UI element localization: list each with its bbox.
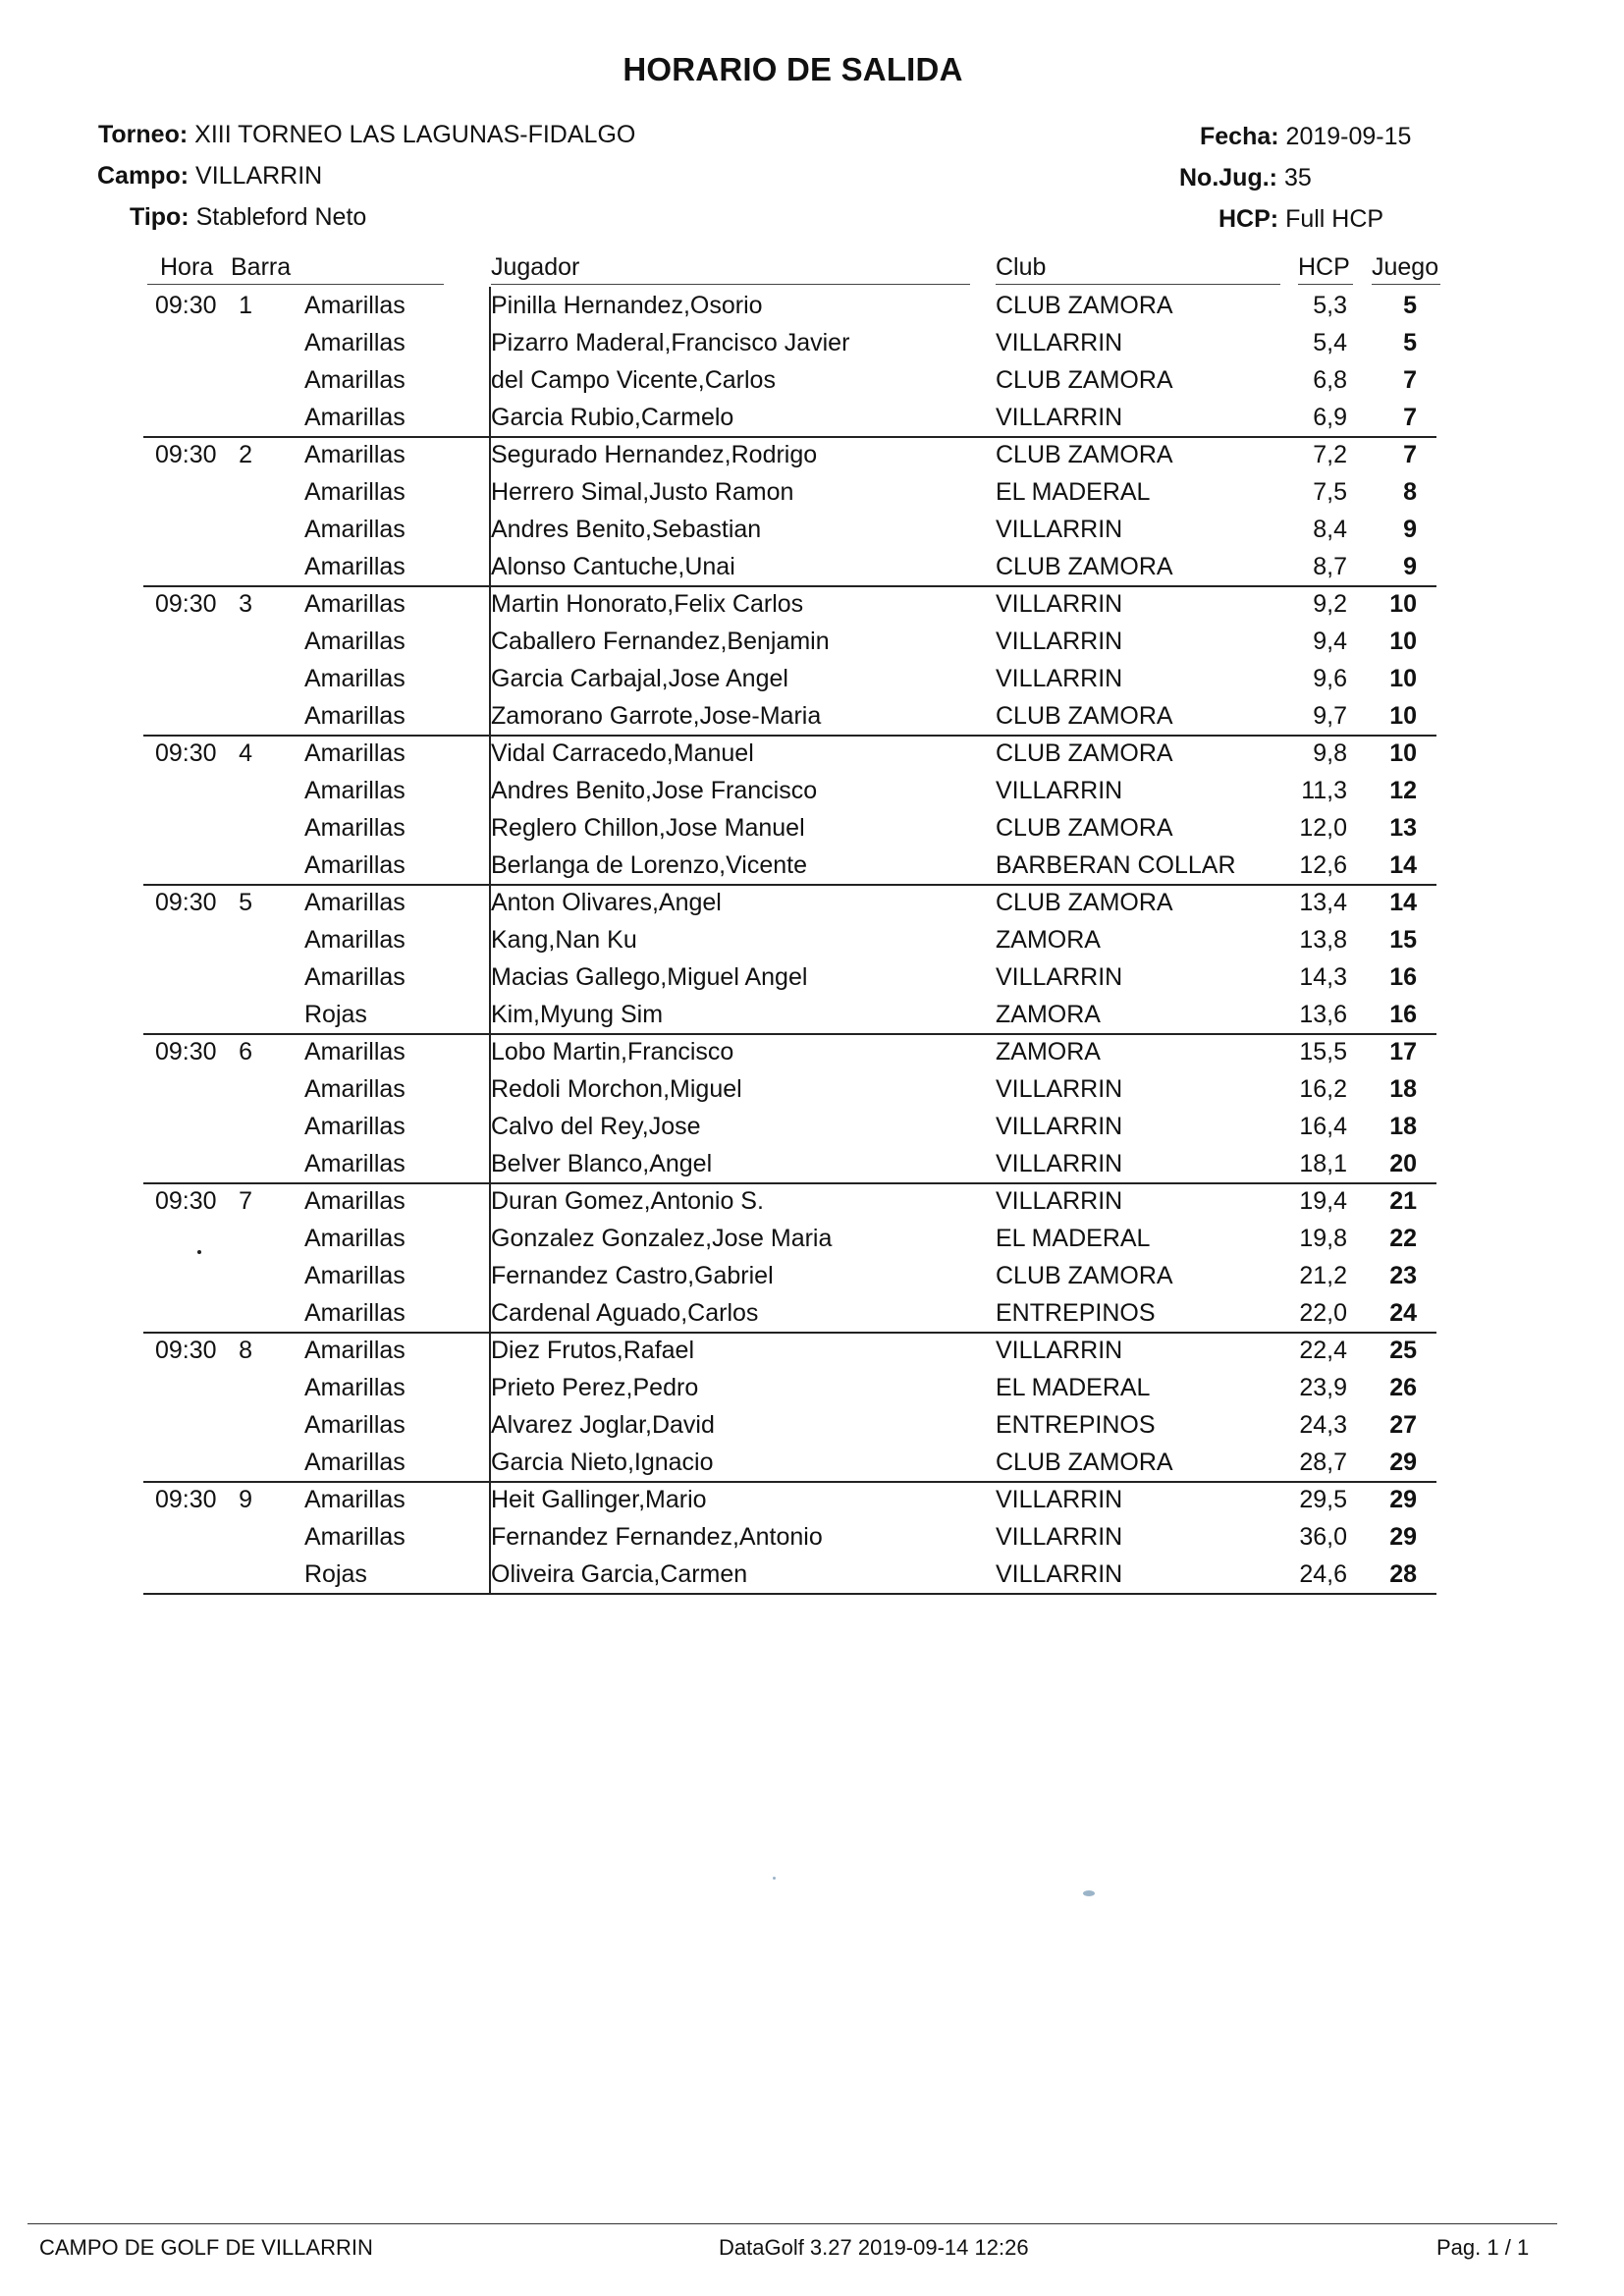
player-club: VILLARRIN [996, 963, 1123, 991]
player-club: VILLARRIN [996, 1187, 1123, 1215]
player-name: del Campo Vicente,Carlos [491, 366, 776, 394]
player-club: VILLARRIN [996, 516, 1123, 543]
col-header-hcp: HCP [1298, 253, 1350, 281]
player-name: Garcia Carbajal,Jose Angel [491, 665, 788, 692]
col-header-jugador: Jugador [491, 253, 580, 281]
player-juego: 28 [1389, 1560, 1417, 1588]
player-juego: 24 [1389, 1299, 1417, 1327]
player-hcp: 9,6 [1313, 665, 1347, 692]
player-juego: 29 [1389, 1523, 1417, 1551]
footer-left: CAMPO DE GOLF DE VILLARRIN [39, 2235, 373, 2260]
player-hcp: 24,6 [1299, 1560, 1347, 1588]
group-divider-vertical [489, 585, 491, 735]
player-name: Prieto Perez,Pedro [491, 1374, 699, 1401]
player-name: Lobo Martin,Francisco [491, 1038, 734, 1066]
player-club: ENTREPINOS [996, 1299, 1156, 1327]
player-hcp: 23,9 [1299, 1374, 1347, 1401]
player-juego: 7 [1403, 404, 1417, 431]
footer-divider [27, 2223, 1557, 2224]
tee-color: Rojas [304, 1560, 367, 1588]
player-name: Calvo del Rey,Jose [491, 1113, 701, 1140]
group-divider-vertical [489, 287, 491, 436]
tee-time: 09:30 [155, 292, 217, 319]
tee-color: Amarillas [304, 814, 406, 842]
group-divider-vertical [489, 1332, 491, 1481]
player-club: VILLARRIN [996, 1337, 1123, 1364]
tee-color: Amarillas [304, 1374, 406, 1401]
player-hcp: 5,3 [1313, 292, 1347, 319]
player-hcp: 29,5 [1299, 1486, 1347, 1513]
player-club: VILLARRIN [996, 777, 1123, 804]
tee-time: 09:30 [155, 441, 217, 468]
tee-color: Amarillas [304, 404, 406, 431]
player-juego: 14 [1389, 851, 1417, 879]
barra-number: 3 [239, 590, 252, 618]
player-juego: 29 [1389, 1486, 1417, 1513]
player-name: Kim,Myung Sim [491, 1001, 664, 1028]
player-name: Vidal Carracedo,Manuel [491, 739, 754, 767]
player-name: Berlanga de Lorenzo,Vicente [491, 851, 807, 879]
player-hcp: 15,5 [1299, 1038, 1347, 1066]
group-separator [143, 884, 1436, 886]
player-name: Belver Blanco,Angel [491, 1150, 713, 1177]
player-juego: 10 [1389, 590, 1417, 618]
tee-color: Amarillas [304, 1523, 406, 1551]
tee-color: Amarillas [304, 1411, 406, 1439]
tee-color: Amarillas [304, 516, 406, 543]
tee-time: 09:30 [155, 1038, 217, 1066]
player-juego: 17 [1389, 1038, 1417, 1066]
player-hcp: 24,3 [1299, 1411, 1347, 1439]
player-juego: 27 [1389, 1411, 1417, 1439]
player-club: EL MADERAL [996, 1225, 1151, 1252]
player-club: VILLARRIN [996, 329, 1123, 356]
player-hcp: 7,5 [1313, 478, 1347, 506]
tee-color: Amarillas [304, 292, 406, 319]
player-club: CLUB ZAMORA [996, 889, 1173, 916]
player-hcp: 22,0 [1299, 1299, 1347, 1327]
tee-color: Amarillas [304, 1225, 406, 1252]
player-club: VILLARRIN [996, 628, 1123, 655]
player-club: VILLARRIN [996, 1150, 1123, 1177]
group-divider-vertical [489, 884, 491, 1033]
player-juego: 16 [1389, 1001, 1417, 1028]
group-separator [143, 1332, 1436, 1334]
player-name: Pinilla Hernandez,Osorio [491, 292, 763, 319]
barra-number: 8 [239, 1337, 252, 1364]
table-bottom-rule [143, 1593, 1436, 1595]
player-juego: 8 [1403, 478, 1417, 506]
col-header-juego: Juego [1372, 253, 1439, 281]
tee-color: Amarillas [304, 441, 406, 468]
player-hcp: 9,7 [1313, 702, 1347, 730]
col-header-club: Club [996, 253, 1047, 281]
tee-color: Amarillas [304, 1187, 406, 1215]
barra-number: 7 [239, 1187, 252, 1215]
player-club: EL MADERAL [996, 478, 1151, 506]
barra-number: 5 [239, 889, 252, 916]
player-name: Cardenal Aguado,Carlos [491, 1299, 759, 1327]
player-juego: 10 [1389, 665, 1417, 692]
player-name: Duran Gomez,Antonio S. [491, 1187, 764, 1215]
player-name: Fernandez Castro,Gabriel [491, 1262, 774, 1289]
tee-color: Amarillas [304, 963, 406, 991]
player-juego: 12 [1389, 777, 1417, 804]
player-club: VILLARRIN [996, 1560, 1123, 1588]
player-club: ZAMORA [996, 1038, 1101, 1066]
tee-color: Amarillas [304, 1486, 406, 1513]
torneo-label: Torneo: [98, 121, 189, 148]
tee-color: Amarillas [304, 628, 406, 655]
player-club: ZAMORA [996, 1001, 1101, 1028]
group-separator [143, 436, 1436, 438]
col-header-hora: Hora [160, 253, 214, 281]
player-juego: 7 [1403, 366, 1417, 394]
player-name: Alvarez Joglar,David [491, 1411, 715, 1439]
barra-number: 9 [239, 1486, 252, 1513]
player-name: Anton Olivares,Angel [491, 889, 722, 916]
tee-color: Amarillas [304, 1299, 406, 1327]
tee-color: Amarillas [304, 665, 406, 692]
player-juego: 29 [1389, 1449, 1417, 1476]
player-hcp: 9,4 [1313, 628, 1347, 655]
player-club: VILLARRIN [996, 1486, 1123, 1513]
tee-time: 09:30 [155, 1187, 217, 1215]
group-divider-vertical [489, 1033, 491, 1182]
player-name: Andres Benito,Sebastian [491, 516, 762, 543]
tee-time: 09:30 [155, 590, 217, 618]
player-name: Macias Gallego,Miguel Angel [491, 963, 808, 991]
player-juego: 25 [1389, 1337, 1417, 1364]
player-club: CLUB ZAMORA [996, 292, 1173, 319]
tee-color: Amarillas [304, 889, 406, 916]
player-club: VILLARRIN [996, 1523, 1123, 1551]
player-club: CLUB ZAMORA [996, 739, 1173, 767]
hcp-value: Full HCP [1285, 205, 1384, 233]
barra-number: 2 [239, 441, 252, 468]
player-name: Heit Gallinger,Mario [491, 1486, 707, 1513]
player-hcp: 21,2 [1299, 1262, 1347, 1289]
tee-time: 09:30 [155, 739, 217, 767]
player-name: Andres Benito,Jose Francisco [491, 777, 818, 804]
nojug-value: 35 [1283, 164, 1312, 191]
torneo-value: XIII TORNEO LAS LAGUNAS-FIDALGO [194, 121, 636, 148]
player-hcp: 13,6 [1299, 1001, 1347, 1028]
group-separator [143, 1481, 1436, 1483]
player-name: Caballero Fernandez,Benjamin [491, 628, 830, 655]
tee-color: Amarillas [304, 478, 406, 506]
tee-color: Amarillas [304, 329, 406, 356]
group-divider-vertical [489, 1481, 491, 1593]
player-juego: 10 [1389, 702, 1417, 730]
player-juego: 10 [1389, 739, 1417, 767]
group-divider-vertical [489, 735, 491, 884]
player-juego: 23 [1389, 1262, 1417, 1289]
player-hcp: 5,4 [1313, 329, 1347, 356]
player-juego: 20 [1389, 1150, 1417, 1177]
group-separator [143, 1182, 1436, 1184]
player-juego: 9 [1403, 553, 1417, 580]
player-juego: 22 [1389, 1225, 1417, 1252]
tee-color: Amarillas [304, 366, 406, 394]
player-juego: 13 [1389, 814, 1417, 842]
player-name: Reglero Chillon,Jose Manuel [491, 814, 805, 842]
player-hcp: 12,0 [1299, 814, 1347, 842]
tipo-label: Tipo: [130, 203, 189, 231]
player-hcp: 13,8 [1299, 926, 1347, 954]
footer-right: Pag. 1 / 1 [1436, 2235, 1530, 2260]
player-club: BARBERAN COLLAR [996, 851, 1236, 879]
player-juego: 5 [1403, 329, 1417, 356]
player-hcp: 14,3 [1299, 963, 1347, 991]
player-club: CLUB ZAMORA [996, 814, 1173, 842]
player-juego: 5 [1403, 292, 1417, 319]
tee-color: Amarillas [304, 1113, 406, 1140]
hcp-label: HCP: [1218, 205, 1279, 233]
player-club: ENTREPINOS [996, 1411, 1156, 1439]
footer-center: DataGolf 3.27 2019-09-14 12:26 [719, 2235, 1029, 2260]
player-hcp: 28,7 [1299, 1449, 1347, 1476]
tee-color: Amarillas [304, 1262, 406, 1289]
tee-color: Amarillas [304, 590, 406, 618]
tee-color: Rojas [304, 1001, 367, 1028]
page-title: HORARIO DE SALIDA [623, 51, 963, 87]
player-hcp: 9,2 [1313, 590, 1347, 618]
player-club: CLUB ZAMORA [996, 1262, 1173, 1289]
player-hcp: 12,6 [1299, 851, 1347, 879]
tee-color: Amarillas [304, 926, 406, 954]
player-name: Kang,Nan Ku [491, 926, 637, 954]
player-club: CLUB ZAMORA [996, 702, 1173, 730]
tee-time: 09:30 [155, 1337, 217, 1364]
player-juego: 15 [1389, 926, 1417, 954]
barra-number: 4 [239, 739, 252, 767]
scan-speck [773, 1877, 776, 1880]
player-juego: 10 [1389, 628, 1417, 655]
player-club: ZAMORA [996, 926, 1101, 954]
player-juego: 18 [1389, 1075, 1417, 1103]
player-juego: 21 [1389, 1187, 1417, 1215]
barra-number: 6 [239, 1038, 252, 1066]
player-name: Martin Honorato,Felix Carlos [491, 590, 804, 618]
tee-color: Amarillas [304, 1449, 406, 1476]
player-juego: 26 [1389, 1374, 1417, 1401]
player-club: CLUB ZAMORA [996, 553, 1173, 580]
player-name: Garcia Nieto,Ignacio [491, 1449, 714, 1476]
player-name: Herrero Simal,Justo Ramon [491, 478, 794, 506]
player-hcp: 6,9 [1313, 404, 1347, 431]
player-hcp: 16,2 [1299, 1075, 1347, 1103]
player-juego: 16 [1389, 963, 1417, 991]
player-juego: 7 [1403, 441, 1417, 468]
group-divider-vertical [489, 436, 491, 585]
player-hcp: 19,4 [1299, 1187, 1347, 1215]
fecha-label: Fecha: [1200, 123, 1279, 150]
scan-speck [197, 1250, 201, 1254]
player-name: Oliveira Garcia,Carmen [491, 1560, 748, 1588]
tee-time: 09:30 [155, 1486, 217, 1513]
player-hcp: 7,2 [1313, 441, 1347, 468]
group-separator [143, 585, 1436, 587]
player-name: Fernandez Fernandez,Antonio [491, 1523, 823, 1551]
player-hcp: 16,4 [1299, 1113, 1347, 1140]
player-hcp: 9,8 [1313, 739, 1347, 767]
player-name: Zamorano Garrote,Jose-Maria [491, 702, 822, 730]
player-name: Pizarro Maderal,Francisco Javier [491, 329, 850, 356]
campo-label: Campo: [97, 162, 189, 190]
player-hcp: 19,8 [1299, 1225, 1347, 1252]
tee-color: Amarillas [304, 702, 406, 730]
player-hcp: 6,8 [1313, 366, 1347, 394]
tee-color: Amarillas [304, 1150, 406, 1177]
player-name: Diez Frutos,Rafael [491, 1337, 695, 1364]
campo-value: VILLARRIN [195, 162, 323, 190]
tee-time: 09:30 [155, 889, 217, 916]
col-header-barra: Barra [231, 253, 292, 281]
tee-color: Amarillas [304, 777, 406, 804]
player-hcp: 36,0 [1299, 1523, 1347, 1551]
player-club: VILLARRIN [996, 1075, 1123, 1103]
player-juego: 18 [1389, 1113, 1417, 1140]
fecha-value: 2019-09-15 [1285, 123, 1412, 150]
player-club: VILLARRIN [996, 665, 1123, 692]
player-juego: 14 [1389, 889, 1417, 916]
tee-color: Amarillas [304, 1337, 406, 1364]
group-separator [143, 735, 1436, 737]
player-club: EL MADERAL [996, 1374, 1151, 1401]
player-name: Garcia Rubio,Carmelo [491, 404, 734, 431]
group-divider-vertical [489, 1182, 491, 1332]
player-hcp: 22,4 [1299, 1337, 1347, 1364]
barra-number: 1 [239, 292, 252, 319]
tee-color: Amarillas [304, 553, 406, 580]
tee-color: Amarillas [304, 851, 406, 879]
player-club: CLUB ZAMORA [996, 366, 1173, 394]
player-club: VILLARRIN [996, 404, 1123, 431]
player-hcp: 8,4 [1313, 516, 1347, 543]
player-hcp: 13,4 [1299, 889, 1347, 916]
tee-color: Amarillas [304, 1038, 406, 1066]
player-name: Segurado Hernandez,Rodrigo [491, 441, 818, 468]
group-separator [143, 1033, 1436, 1035]
player-name: Redoli Morchon,Miguel [491, 1075, 742, 1103]
scan-speck [1083, 1890, 1095, 1896]
tee-color: Amarillas [304, 739, 406, 767]
player-name: Alonso Cantuche,Unai [491, 553, 735, 580]
player-club: VILLARRIN [996, 1113, 1123, 1140]
player-club: CLUB ZAMORA [996, 1449, 1173, 1476]
player-hcp: 18,1 [1299, 1150, 1347, 1177]
player-club: VILLARRIN [996, 590, 1123, 618]
tipo-value: Stableford Neto [195, 203, 367, 231]
player-club: CLUB ZAMORA [996, 441, 1173, 468]
player-hcp: 8,7 [1313, 553, 1347, 580]
nojug-label: No.Jug.: [1179, 164, 1277, 191]
tee-color: Amarillas [304, 1075, 406, 1103]
player-juego: 9 [1403, 516, 1417, 543]
player-name: Gonzalez Gonzalez,Jose Maria [491, 1225, 833, 1252]
player-hcp: 11,3 [1301, 777, 1347, 804]
